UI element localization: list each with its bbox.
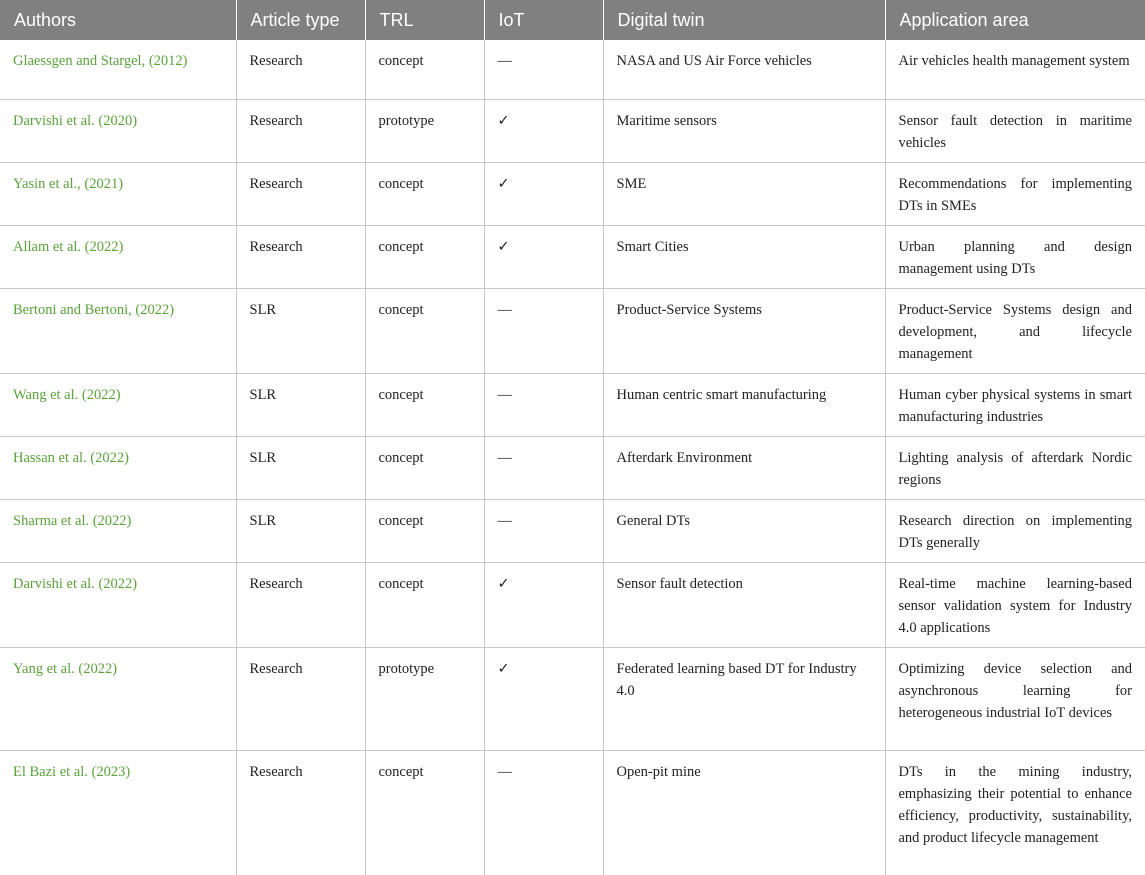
trl-cell: concept [365,225,484,288]
trl-cell: concept [365,750,484,875]
application-area-cell: Product-Service Systems design and development, and lifecycle management [885,288,1145,373]
article-type-cell: Research [236,225,365,288]
trl-cell: prototype [365,99,484,162]
author-link[interactable]: Yasin et al., (2021) [0,162,236,225]
trl-cell: prototype [365,647,484,750]
author-link[interactable]: Wang et al. (2022) [0,373,236,436]
digital-twin-cell: Product-Service Systems [603,288,885,373]
trl-cell: concept [365,562,484,647]
digital-twin-cell: Human centric smart manufacturing [603,373,885,436]
digital-twin-cell: Maritime sensors [603,99,885,162]
iot-cell: — [484,750,603,875]
table-row [0,288,1145,373]
iot-cell: ✓ [484,562,603,647]
iot-cell: — [484,373,603,436]
article-type-cell: Research [236,40,365,99]
article-type-cell: Research [236,99,365,162]
iot-cell: — [484,436,603,499]
table-row [0,562,1145,647]
table-row [0,647,1145,750]
article-type-cell: SLR [236,436,365,499]
application-area-cell: Real-time machine learning-based sensor validation system for Industry 4.0 applications [885,562,1145,647]
table-row [0,162,1145,225]
trl-cell: concept [365,40,484,99]
application-area-cell: Optimizing device selection and asynchronous learning for heterogeneous industrial IoT devices [885,647,1145,750]
iot-cell: ✓ [484,225,603,288]
header-trl: TRL [365,0,484,40]
author-link[interactable]: Hassan et al. (2022) [0,436,236,499]
application-area-cell: Sensor fault detection in maritime vehicles [885,99,1145,162]
header-row [0,0,1145,40]
header-digital-twin: Digital twin [603,0,885,40]
digital-twin-cell: Sensor fault detection [603,562,885,647]
article-type-cell: Research [236,562,365,647]
table-row [0,225,1145,288]
author-link[interactable]: Allam et al. (2022) [0,225,236,288]
author-link[interactable]: El Bazi et al. (2023) [13,763,131,780]
article-type-cell: Research [236,750,365,875]
application-area-cell: Urban planning and design management using DTs [885,225,1145,288]
digital-twin-cell: Smart Cities [603,225,885,288]
table-row [0,373,1145,436]
header-application-area: Application area [885,0,1145,40]
author-link[interactable]: Darvishi et al. (2020) [0,99,236,162]
table-row [0,750,1145,875]
iot-cell: — [484,40,603,99]
author-link[interactable]: Darvishi et al. (2022) [0,562,236,647]
header-authors: Authors [0,0,236,40]
application-area-cell: Lighting analysis of afterdark Nordic regions [885,436,1145,499]
digital-twin-cell: Federated learning based DT for Industry 4.0 [603,647,885,750]
header-iot: IoT [484,0,603,40]
header-article-type: Article type [236,0,365,40]
digital-twin-cell: SME [603,162,885,225]
application-area-cell: Research direction on implementing DTs generally [885,499,1145,562]
author-link[interactable]: Glaessgen and Stargel, (2012) [0,40,236,99]
table-row [0,40,1145,99]
iot-cell: ✓ [484,99,603,162]
digital-twin-cell: NASA and US Air Force vehicles [603,40,885,99]
article-type-cell: SLR [236,288,365,373]
article-type-cell: Research [236,162,365,225]
digital-twin-cell: Afterdark Environment [603,436,885,499]
iot-cell: — [484,499,603,562]
article-type-cell: Research [236,647,365,750]
author-link[interactable]: Sharma et al. (2022) [0,499,236,562]
iot-cell: — [484,288,603,373]
iot-cell: ✓ [484,162,603,225]
trl-cell: concept [365,373,484,436]
table-row [0,499,1145,562]
application-area-cell: DTs in the mining industry, emphasizing their potential to enhance efficiency, productivity, sustainability, and product lifecycle management [885,750,1145,875]
table-row [0,436,1145,499]
author-link[interactable]: Yang et al. (2022) [0,647,236,750]
trl-cell: concept [365,499,484,562]
article-type-cell: SLR [236,499,365,562]
table-row [0,99,1145,162]
trl-cell: concept [365,162,484,225]
article-type-cell: SLR [236,373,365,436]
table-header [0,0,1145,40]
application-area-cell: Human cyber physical systems in smart manufacturing industries [885,373,1145,436]
digital-twin-cell: General DTs [603,499,885,562]
trl-cell: concept [365,288,484,373]
table-body [0,40,1145,875]
application-area-cell: Recommendations for implementing DTs in SMEs [885,162,1145,225]
iot-cell: ✓ [484,647,603,750]
application-area-cell: Air vehicles health management system [885,40,1145,99]
trl-cell: concept [365,436,484,499]
author-link[interactable]: Bertoni and Bertoni, (2022) [0,288,236,373]
digital-twin-cell: Open-pit mine [603,750,885,875]
